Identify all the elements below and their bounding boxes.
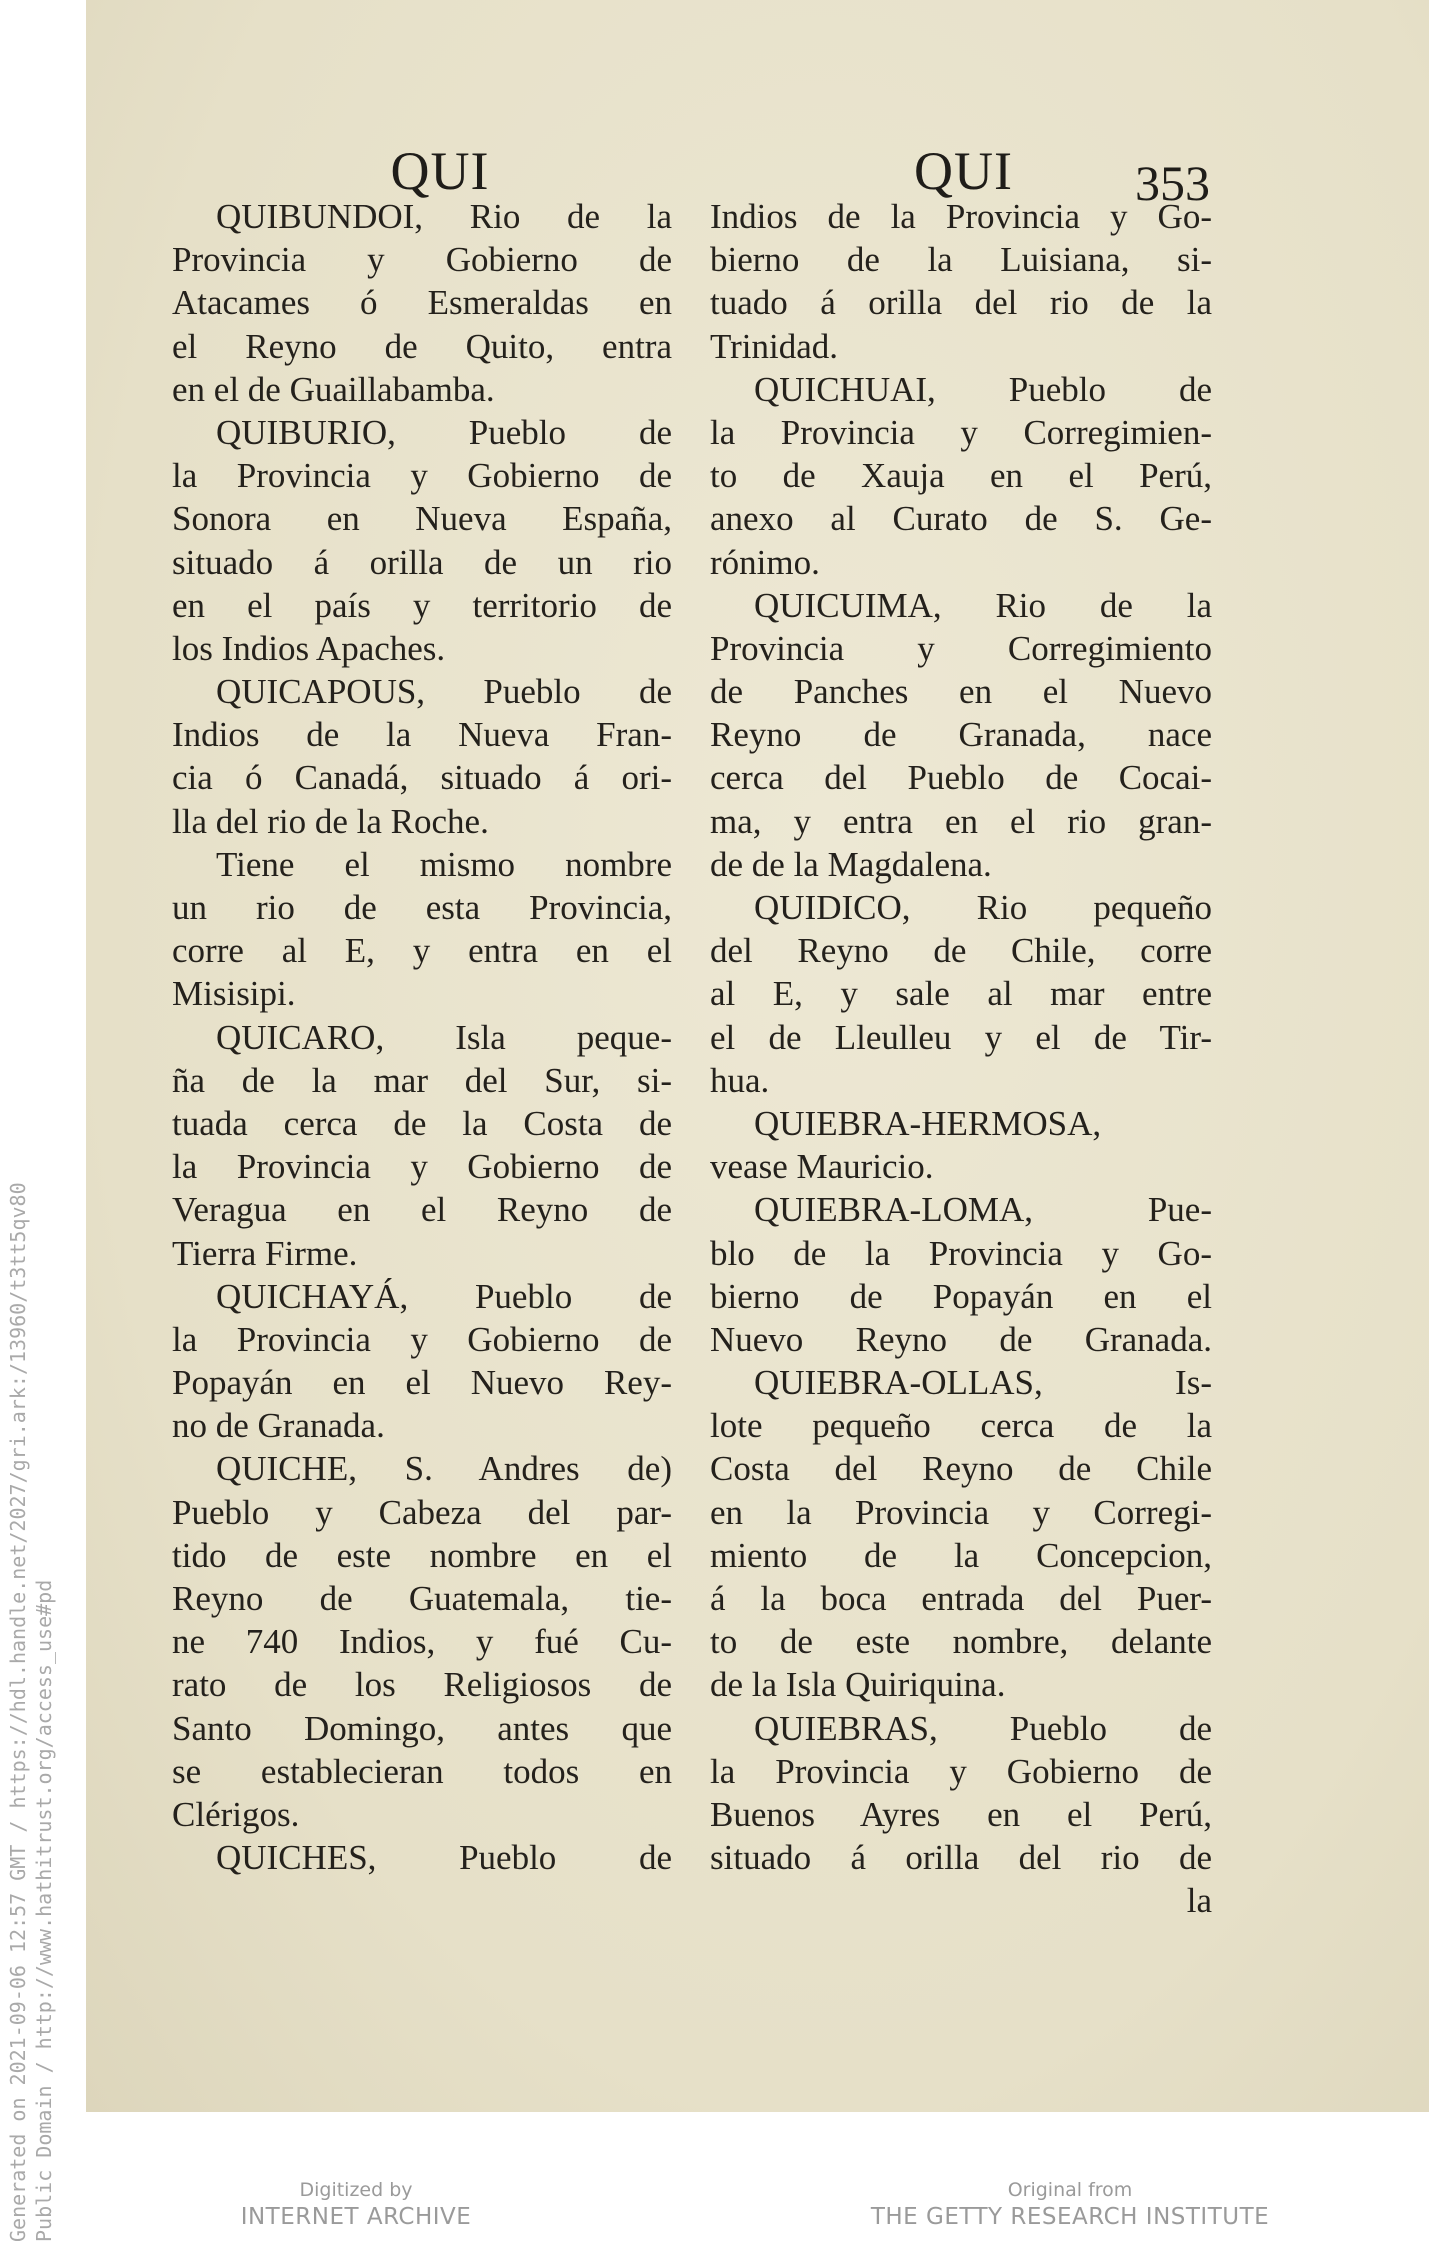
text-line: Popayán en el Nuevo Rey- [172, 1363, 672, 1403]
text-line: blo de la Provincia y Go- [710, 1233, 1212, 1273]
text-line: situado á orilla de un rio [172, 542, 672, 582]
text-line: Clérigos. [172, 1794, 300, 1834]
text-line: corre al E, y entra en el [172, 931, 672, 971]
text-line: tido de este nombre en el [172, 1535, 672, 1575]
stamp-line-2: Public Domain / http://www.hathitrust.org/access_use#pd [32, 1579, 56, 2242]
text-line: vease Mauricio. [710, 1147, 934, 1187]
text-line: Costa del Reyno de Chile [710, 1449, 1212, 1489]
text-line: Pueblo y Cabeza del par- [172, 1492, 672, 1532]
text-line: tuado á orilla del rio de la [710, 283, 1212, 323]
text-line: QUIBURIO, Pueblo de [216, 412, 672, 452]
text-line: QUIBUNDOI, Rio de la [216, 197, 672, 236]
text-line: la Provincia y Gobierno de [172, 1319, 672, 1359]
text-line: Provincia y Corregimiento [710, 628, 1212, 668]
text-line: Reyno de Granada, nace [710, 715, 1212, 755]
text-line: en la Provincia y Corregi- [710, 1492, 1212, 1532]
text-line: rónimo. [710, 542, 820, 582]
text-line: se establecieran todos en [172, 1751, 672, 1791]
text-line: la Provincia y Gobierno de [172, 1147, 672, 1187]
right-column [710, 195, 1212, 1923]
text-line: Tierra Firme. [172, 1233, 358, 1273]
text-line: Misisipi. [172, 974, 296, 1014]
digitizer-name: INTERNET ARCHIVE [240, 2204, 472, 2230]
catchword: la [1186, 1881, 1212, 1921]
text-line: lote pequeño cerca de la [710, 1406, 1212, 1446]
text-line: Nuevo Reyno de Granada. [710, 1319, 1212, 1359]
source-label: Original from [1007, 2179, 1133, 2201]
text-line: Santo Domingo, antes que [172, 1708, 672, 1748]
text-line: Buenos Ayres en el Perú, [710, 1794, 1212, 1834]
text-line: ña de la mar del Sur, si- [172, 1060, 672, 1100]
text-line: anexo al Curato de S. Ge- [710, 499, 1212, 539]
text-line: QUICAPOUS, Pueblo de [216, 672, 672, 712]
text-line: en el país y territorio de [172, 585, 672, 625]
text-line: de la Isla Quiriquina. [710, 1665, 1006, 1705]
text-line: QUICHAYÁ, Pueblo de [216, 1276, 672, 1316]
text-line: QUIEBRA-HERMOSA, [754, 1103, 1102, 1143]
text-line: la Provincia y Corregimien- [710, 412, 1212, 452]
text-line: cerca del Pueblo de Cocai- [710, 758, 1212, 798]
page-number: 353 [1135, 155, 1210, 211]
text-line: Indios de la Provincia y Go- [710, 197, 1212, 236]
text-line: bierno de Popayán en el [710, 1276, 1212, 1316]
text-line: cia ó Canadá, situado á ori- [172, 758, 672, 798]
text-line: en el de Guaillabamba. [172, 369, 495, 409]
stamp-line-1: Generated on 2021-09-06 12:57 GMT / https://hdl.handle.net/2027/gri.ark:/13960/t3tt5qv80 [6, 1182, 30, 2242]
text-line: QUICHUAI, Pueblo de [754, 369, 1212, 409]
text-line: Trinidad. [710, 326, 839, 366]
text-line: el Reyno de Quito, entra [172, 326, 672, 366]
text-line: la Provincia y Gobierno de [710, 1751, 1212, 1791]
text-line: QUICUIMA, Rio de la [754, 585, 1212, 625]
text-line: bierno de la Luisiana, si- [710, 240, 1212, 280]
text-line: miento de la Concepcion, [710, 1535, 1212, 1575]
text-line: QUIEBRA-LOMA, Pue- [754, 1190, 1212, 1230]
text-line: no de Granada. [172, 1406, 385, 1446]
text-line: to de Xauja en el Perú, [710, 456, 1212, 496]
text-line: los Indios Apaches. [172, 628, 446, 668]
text-line: Indios de la Nueva Fran- [172, 715, 672, 755]
text-line: QUIDICO, Rio pequeño [754, 888, 1212, 927]
text-line: QUIEBRA-OLLAS, Is- [754, 1363, 1212, 1403]
text-line: ne 740 Indios, y fué Cu- [172, 1622, 672, 1662]
digitizer-credit [206, 2178, 506, 2232]
text-line: el de Lleulleu y el de Tir- [710, 1017, 1212, 1057]
text-line: del Reyno de Chile, corre [710, 931, 1212, 971]
left-column [172, 195, 672, 1879]
generation-stamp [0, 1095, 86, 2242]
source-credit [830, 2178, 1310, 2232]
text-line: to de este nombre, delante [710, 1622, 1212, 1662]
text-line: un rio de esta Provincia, [172, 888, 672, 927]
text-line: tuada cerca de la Costa de [172, 1103, 672, 1143]
text-line: QUICHES, Pueblo de [216, 1838, 672, 1878]
text-line: lla del rio de la Roche. [172, 801, 489, 841]
text-line: ma, y entra en el rio gran- [710, 801, 1212, 841]
text-line: al E, y sale al mar entre [710, 974, 1212, 1014]
text-line: QUIEBRAS, Pueblo de [754, 1708, 1212, 1748]
text-line: Veragua en el Reyno de [172, 1190, 672, 1230]
running-head-left: QUI [390, 141, 490, 201]
text-line: Reyno de Guatemala, tie- [172, 1579, 672, 1618]
source-name: THE GETTY RESEARCH INSTITUTE [870, 2204, 1270, 2230]
running-head-right: QUI [914, 141, 1013, 201]
text-line: QUICHE, S. Andres de) [216, 1449, 672, 1489]
text-line: á la boca entrada del Puer- [710, 1579, 1212, 1618]
text-line: hua. [710, 1060, 770, 1100]
text-line: de Panches en el Nuevo [710, 672, 1212, 712]
text-line: de de la Magdalena. [710, 844, 992, 884]
digitizer-label: Digitized by [299, 2179, 413, 2201]
text-line: Provincia y Gobierno de [172, 240, 672, 280]
text-line: rato de los Religiosos de [172, 1665, 672, 1705]
text-line: Tiene el mismo nombre [216, 844, 672, 884]
text-line: la Provincia y Gobierno de [172, 456, 672, 496]
text-line: situado á orilla del rio de [710, 1838, 1212, 1878]
text-line: QUICARO, Isla peque- [216, 1017, 672, 1057]
text-line: Atacames ó Esmeraldas en [172, 283, 672, 323]
text-line: Sonora en Nueva España, [172, 499, 672, 539]
